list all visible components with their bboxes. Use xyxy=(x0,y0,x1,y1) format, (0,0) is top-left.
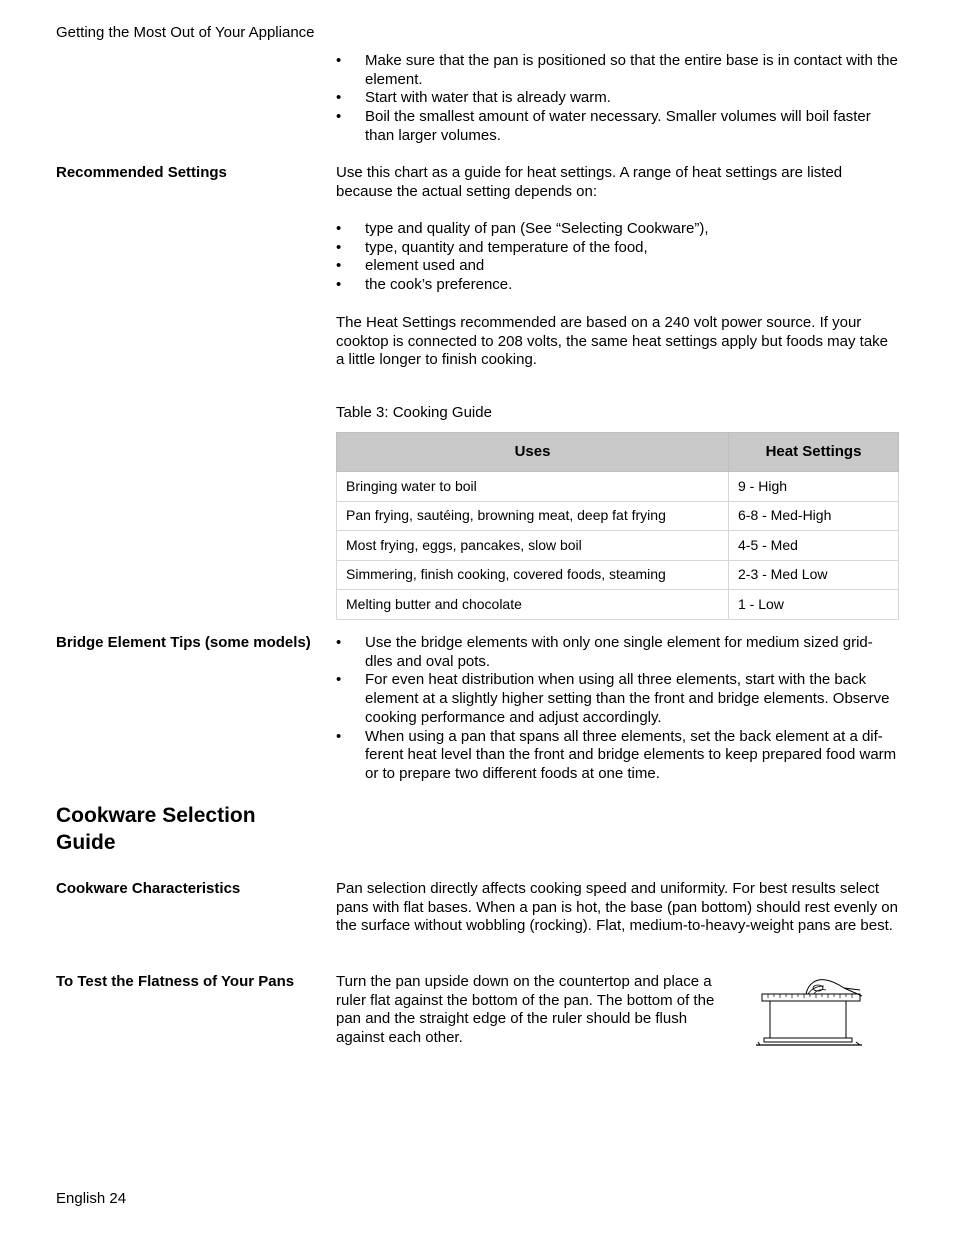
list-item: • type, quantity and temperature of the food, xyxy=(336,238,648,256)
pan-ruler-illustration-icon xyxy=(752,972,870,1052)
flatness-test-heading: To Test the Flatness of Your Pans xyxy=(56,973,295,990)
table-cell-use: Pan frying, sautéing, browning meat, deep fat frying xyxy=(337,501,729,531)
table-cell-setting: 1 - Low xyxy=(729,590,899,620)
list-item: • the cook’s preference. xyxy=(336,276,513,294)
table-cell-use: Most frying, eggs, pancakes, slow boil xyxy=(337,531,729,561)
cookware-characteristics-text: Pan selection directly affects cooking speed and uniformity. For best results select pans with flat bases. When a pan is hot, the base (pan bottom) should rest evenly on the surface without wobbling (rocking). Flat, medium-to-heavy-weight pans are best. xyxy=(336,880,898,935)
table-caption: Table 3: Cooking Guide xyxy=(336,404,492,421)
recommended-intro: Use this chart as a guide for heat settings. A range of heat settings are listed because the actual setting depends on: xyxy=(336,164,843,200)
table-row xyxy=(337,501,899,531)
list-item: • Boil the smallest amount of water necessary. Smaller volumes will boil faster than larger volumes. xyxy=(336,108,871,144)
list-item: • Make sure that the pan is positioned so that the entire base is in contact with the element. xyxy=(336,52,898,88)
table-cell-use: Melting butter and chocolate xyxy=(337,590,729,620)
list-item: • For even heat distribution when using all three elements, start with the back element at a slightly higher setting than the front and bridge elements. Observe cooking performance and adjust accordingly. xyxy=(336,671,890,726)
bridge-bullet-list xyxy=(336,634,898,784)
list-item: • element used and xyxy=(336,257,485,275)
table-row xyxy=(337,560,899,590)
flatness-test-text: Turn the pan upside down on the countertop and place a ruler flat against the bottom of the pan. The bottom of the pan and the straight edge of the ruler should be flush against each other. xyxy=(336,973,715,1047)
top-bullet-list xyxy=(336,52,898,146)
column-header-heat-settings: Heat Settings xyxy=(729,433,899,472)
cookware-characteristics-heading: Cookware Characteristics xyxy=(56,880,241,897)
table-row xyxy=(337,590,899,620)
list-item: • Start with water that is already warm. xyxy=(336,89,611,107)
table-header-row xyxy=(337,433,899,472)
recommended-bullet-list xyxy=(336,220,898,295)
section-title: Cookware Selection Guide xyxy=(56,804,256,854)
page-number: English 24 xyxy=(56,1190,127,1207)
table-cell-setting: 6-8 - Med-High xyxy=(729,501,899,531)
list-item: • When using a pan that spans all three elements, set the back element at a dif-ferent heat level than the front and bridge elements to keep prepared food warm or to prepare two different foods at one time. xyxy=(336,727,897,782)
voltage-note: The Heat Settings recommended are based on a 240 volt power source. If your cooktop is connected to 208 volts, the same heat settings apply but foods may take a little longer to finish cooking. xyxy=(336,314,888,369)
table-cell-use: Bringing water to boil xyxy=(337,472,729,502)
table-row xyxy=(337,472,899,502)
list-item: • type and quality of pan (See “Selecting Cookware”), xyxy=(336,220,709,237)
running-header: Getting the Most Out of Your Appliance xyxy=(56,24,315,41)
column-header-uses: Uses xyxy=(337,433,729,472)
recommended-settings-heading: Recommended Settings xyxy=(56,164,227,181)
cooking-guide-table xyxy=(336,432,899,620)
table-cell-use: Simmering, finish cooking, covered foods, steaming xyxy=(337,560,729,590)
table-cell-setting: 9 - High xyxy=(729,472,899,502)
list-item: • Use the bridge elements with only one single element for medium sized grid-dles and oval pots. xyxy=(336,634,873,670)
bridge-tips-heading: Bridge Element Tips (some models) xyxy=(56,634,311,651)
table-row xyxy=(337,531,899,561)
table-cell-setting: 4-5 - Med xyxy=(729,531,899,561)
table-cell-setting: 2-3 - Med Low xyxy=(729,560,899,590)
